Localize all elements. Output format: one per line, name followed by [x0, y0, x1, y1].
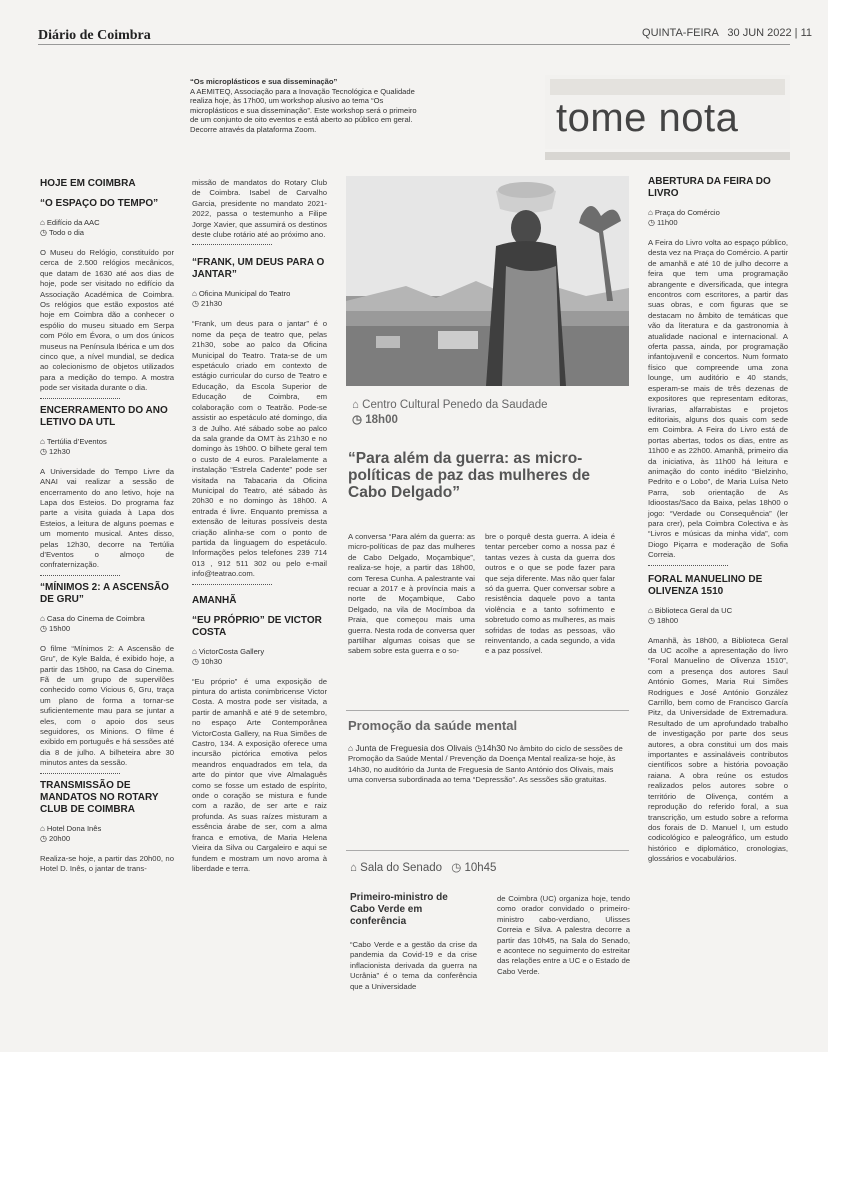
health-meta — [348, 743, 506, 753]
health-place: Junta de Freguesia dos Olivais — [355, 743, 473, 753]
event-time: 12h30 — [48, 446, 71, 456]
health-title: Promoção da saúde mental — [348, 718, 518, 733]
event-text: A Universidade do Tempo Livre da ANAI vai realizar a sessão de encerramento do ano letivo, hoje na Lapa dos Esteios. Do programa faz parte a visita guiada à Lapa dos Esteios, a leitura de alguns poemas e um momento musical. Antes disso, pelas 12h30, decorre na Tertúlia d’Eventos o almoço de confraternização. — [40, 466, 174, 570]
event-title: TRANSMISSÃO DE MANDATOS NO ROTARY CLUB DE COIMBRA — [40, 779, 159, 815]
event-time: 11h00 — [656, 218, 678, 227]
divider — [192, 244, 272, 245]
event-time: 21h30 — [200, 299, 223, 309]
senate-title: Primeiro-ministro de Cabo Verde em conferência — [350, 892, 448, 927]
feature-text-col-2 — [485, 532, 615, 661]
senate-time: 10h45 — [464, 862, 497, 874]
event-place: VictorCosta Gallery — [198, 646, 265, 656]
event-time: 20h00 — [48, 833, 71, 843]
clock-icon: ◷ — [40, 228, 47, 237]
feature-text: A conversa “Para além da guerra: as micro-políticas de paz das mulheres de Cabo Delgado, Moçambique”, realiza-se hoje, a partir das 18h00, com Teresa Cunha. A palestrante vai recuar a 2017 e à província mais a norte de Moçambique, Cabo Delgado, na vila de Mocímboa da Praia, que começou mais uma guerra. Nesta roda de conversa quer partilhar algumas coisas que se sabem sobre esta guerra e o so- — [348, 532, 475, 656]
divider — [40, 575, 120, 576]
event-meta — [40, 437, 174, 457]
event-title: FORAL MANUELINO DE OLIVENZA 1510 — [648, 573, 763, 597]
feature-place: Centro Cultural Penedo da Saudade — [362, 399, 548, 411]
event-place: Oficina Municipal do Teatro — [198, 289, 291, 299]
section-title: tome nota — [556, 96, 739, 140]
health-body — [348, 743, 630, 786]
event-place: Casa do Cinema de Coimbra — [46, 613, 145, 623]
event-title: “MÍNIMOS 2: A ASCENSÃO DE GRU” — [40, 581, 169, 605]
clock-icon: ◷ — [40, 833, 47, 843]
intro-blurb — [190, 77, 420, 135]
clock-icon: ◷ — [352, 414, 363, 426]
column-4 — [648, 176, 788, 869]
woman-with-basket-image — [346, 176, 629, 386]
home-icon: ⌂ — [350, 862, 357, 874]
clock-icon: ◷ — [40, 623, 47, 633]
feature-text-col-1 — [348, 532, 475, 661]
clock-icon: ◷ — [648, 615, 655, 625]
clock-icon: ◷ — [40, 446, 47, 456]
divider-rule — [346, 850, 629, 851]
event-text: “Frank, um deus para o jantar” é o nome da peça de teatro que, pelas 21h30, sobe ao palco da Oficina Municipal do Teatro. Trata-se de um espetáculo criado em contexto de estágio curricular do curso de Teatro e Educação, da Escola Superior de Educação de Coimbra, em colaboração com o Teatrão. Pode-se assistir ao espetáculo até domingo, dia 3 de Julho. Até sábado sobe ao palco da sala grande da OMT às 21h30 e no domingo às 19h00. O bilhete geral tem o custo de 4 euros. Paralelamente a instalação “Estrela Cadente” pode ser visitada na Tabacaria da Oficina Municipal do Teatro, até sábado às 20h30 e no domingo às 18h00. A entrada é livre. Enquanto premissa a extensão de leituras possíveis desta criação alinha-se com o ponto de partida da linguagem do espetáculo. Informações pelos telefones 239 714 013 , 912 511 302 ou pelo e-mail info@teatrao.com. — [192, 319, 327, 579]
event-meta — [40, 824, 174, 844]
event-place: Hotel Dona Inês — [46, 823, 102, 833]
event-time: 18h00 — [656, 615, 679, 625]
event-text: A Feira do Livro volta ao espaço público, desta vez na Praça do Comércio. A partir de amanhã e até 10 de julho decorre a feira que tem uma programação abrangente e diversificada, que integra encontros com escritores, a partir das suas obras, e com figuras que se destacam no âmbito de temáticas que vão da literatura e da gastronomia à atualidade nacional e internacional. A oferta passa, ainda, por programação infantojuvenil e concertos. Num formato físico que compreende uma zona lounge, um auditório e 40 stands, esperam-se mais de três dezenas de expositores que representam editoras, livrarias, alfarrabistas e projetos editoriais, alguns dos quais com sede em Coimbra. A Feira do Livro está de portas abertas, todos os dias, entre as 11h00 e as 22h00. Amanhã, primeiro dia da iniciativa, às 11h00 há leitura e animação do conto inédito “Bielzinho, Pedrito e o Lobo”, de Maria Luísa Neto Parra, sob orientação de As Idioostas/Saco da Baixa, pelas 18h00 o jogo: “Verdade ou Consequência” (ler para crer), pela Coimbra Colectiva e às “Livros e músicas da minha vida”, com Diogo Piçarra e moderação de Sofia Correia. — [648, 238, 788, 560]
home-icon: ⌂ — [192, 646, 197, 656]
masthead: Diário de Coimbra — [38, 28, 151, 43]
event-time: Todo o dia — [48, 228, 85, 237]
home-icon: ⌂ — [352, 399, 359, 411]
clock-icon: ◷ — [192, 656, 199, 666]
home-icon: ⌂ — [40, 218, 45, 227]
event-place: Edifício da AAC — [46, 218, 100, 227]
home-icon: ⌂ — [648, 208, 653, 217]
health-time: 14h30 — [482, 743, 506, 753]
feature-text: bre o porquê desta guerra. A ideia é tentar perceber como a nossa paz é tantas vezes à custa da guerra dos outros e o que se pode fazer para que seja diferente. Mas não quer falar só da guerra. Quer conversar sobre a resistência daquele povo a tanta violência e a tanto sofrimento e sobretudo como as mulheres, as mais sofridas de todas as pessoas, vão reinventando, a cada segundo, a vida e a paz possível. — [485, 532, 615, 656]
event-meta — [648, 606, 788, 626]
intro-title: “Os microplásticos e sua disseminação” — [190, 77, 338, 86]
divider — [648, 565, 728, 566]
senate-text-col-1 — [350, 940, 477, 996]
event-title: ENCERRAMENTO DO ANO LETIVO DA UTL — [40, 404, 168, 428]
feature-headline: “Para além da guerra: as micro-políticas de paz das mulheres de Cabo Delgado” — [348, 450, 591, 501]
event-meta — [192, 647, 327, 667]
home-icon: ⌂ — [40, 613, 45, 623]
kicker-today: HOJE EM COIMBRA — [40, 178, 136, 189]
column-1 — [40, 178, 174, 878]
kicker-tomorrow: AMANHÃ — [192, 594, 237, 606]
event-meta — [40, 218, 174, 238]
clock-icon: ◷ — [451, 862, 462, 874]
event-text: “Eu próprio” é uma exposição de pintura do artista conimbricense Victor Costa. A mostra pode ser visitada, a partir de amanhã e até 9 de setembro, no espaço Arte Contemporânea VictorCosta Gallery, na Rua Simões de Castro, 134. A exposição oferece uma incursão pictórica emotiva pelos meandros enquadrados em tela, da arte do pintor que vive Almalaguês como se fosse um estado de espírito, onde o coração se mistura e funde com a razão, de ser arte e raiz profunda. As suas raízes misturam a essência árabe de ser, com a alma franca e emotiva, de Maria Helena Vieira da Silva ou Cargaleiro e aqui se fundem e mostram um novo aroma à liberdade e terra. — [192, 676, 327, 873]
header-rule — [38, 44, 790, 45]
event-time: 10h30 — [200, 656, 223, 666]
senate-text: “Cabo Verde e a gestão da crise da pandemia da Covid-19 e da crise inflacionista derivada da guerra na Ucrânia” é o tema da conferência que a Universidade — [350, 940, 477, 991]
senate-text: de Coimbra (UC) organiza hoje, tendo como orador convidado o primeiro-ministro cabo-verdiano, Ulisses Correia e Silva. A palestra decorre a partir das 10h45, na Sala do Senado, e acontece no seguimento do estreitar das relações entre a UC e o Estado de Cabo Verde. — [497, 894, 630, 976]
divider — [40, 398, 120, 399]
event-time: 15h00 — [48, 623, 71, 633]
clock-icon: ◷ — [474, 743, 483, 753]
clock-icon: ◷ — [648, 218, 655, 227]
column-2 — [192, 178, 327, 878]
feature-photo — [346, 176, 629, 386]
event-text: Amanhã, às 18h00, a Biblioteca Geral da UC acolhe a apresentação do livro “Foral Manuelino de Olivenza 1510”, com a presença dos autores Saul António Gomes, Maria Rui Simões Rodrigues e José António González Carrillo, bem como de Francisco García Pitz, da Universidade de Extremadura. Resultado de um aprofundado trabalho de investigação por parte dos seus autores, a obra constitui um dos mais importantes e assinaláveis contributos científicos sobre a história povoação raiana. A obra reúne os estudos realizados pelos autores sobre o território de Olivença, contém a reprodução do referido foral, a sua transcrição, um estudo sobre a reforma dos forais de D. Manuel I, um estudo codicológico e paleográfico, um estudo histórico e diplomático, cronologias, glossários e vocabulários. — [648, 635, 788, 864]
home-icon: ⌂ — [40, 823, 45, 833]
health-block — [348, 718, 630, 786]
health-text: No âmbito do ciclo de sessões de Promoção da Saúde Mental / Prevenção da Doença Mental realiza-se hoje, às 14h30, no auditório da Junta de Freguesia de Santo António dos Olivais, mais uma conversa subordinada ao tema “Depressão”. As sessões são gratuitas. — [348, 744, 623, 785]
divider — [40, 773, 120, 774]
event-text: O filme “Mínimos 2: A Ascensão de Gru”, de Kyle Balda, é exibido hoje, a partir das 15h00, na Casa do Cinema. Fã de um grupo de supervilões conhecido como Vicious 6, Gru, traça um plano de forma a tornar-se suficientemente mau para se juntar a eles, com o apoio dos seus seguidores, os Minions. O filme é exibido em português e há sessões até dia 8 de julho. A bilheteira abre 30 minutos antes da sessão. — [40, 643, 174, 768]
home-icon: ⌂ — [648, 605, 653, 615]
feature-time: 18h00 — [365, 414, 398, 426]
event-title: ABERTURA DA FEIRA DO LIVRO — [648, 176, 771, 199]
feature-meta — [352, 398, 632, 428]
event-meta — [192, 289, 327, 309]
event-title: “FRANK, UM DEUS PARA O JANTAR” — [192, 257, 325, 281]
senate-place: Sala do Senado — [360, 862, 443, 874]
dateline: QUINTA-FEIRA 30 JUN 2022 | 11 — [642, 27, 812, 39]
event-title: “EU PRÓPRIO” DE VICTOR COSTA — [192, 614, 322, 638]
section-title-strip — [545, 152, 790, 160]
home-icon: ⌂ — [40, 436, 45, 446]
home-icon: ⌂ — [348, 743, 354, 753]
event-text: O Museu do Relógio, constituído por cerca de 2.500 relógios mecânicos, que datam de 1630 até aos dias de hoje, pode ser visitado no edifício da Associação Académica de Coimbra. Os relógios que estão expostos até hoje em Coimbra dão a conhecer o espólio do museu situado em Serpa com Pólo em Évora, o um dos únicos museus na Península Ibérica e um dos cinco que, a nível mundial, se dedica ao colecionismo de objetos utilizados para a medição do tempo. A mostra pode ser visitada durante o dia. — [40, 248, 174, 393]
senate-text-col-2 — [497, 894, 630, 981]
event-place: Tertúlia d’Eventos — [46, 436, 107, 446]
event-place: Biblioteca Geral da UC — [654, 605, 733, 615]
divider-rule — [346, 710, 629, 711]
home-icon: ⌂ — [192, 289, 197, 299]
event-meta — [40, 614, 174, 634]
clock-icon: ◷ — [192, 299, 199, 309]
senate-meta — [350, 860, 630, 874]
event-place: Praça do Comércio — [654, 208, 720, 217]
event-meta — [648, 208, 788, 228]
event-text-continued: missão de mandatos do Rotary Club de Coimbra. Isabel de Carvalho Garcia, presidente no mandato 2021-2022, passa o testemunho a Filipe Jorge Xavier, que assumirá os destinos deste clube rotário até ao próximo ano. — [192, 178, 327, 240]
event-text: Realiza-se hoje, a partir das 20h00, no Hotel D. Inês, o jantar de trans- — [40, 853, 174, 874]
divider — [192, 584, 272, 585]
event-title: “O ESPAÇO DO TEMPO” — [40, 198, 159, 209]
intro-text: A AEMITEQ, Associação para a Inovação Tecnológica e Qualidade realiza hoje, às 17h00, um workshop alusivo ao tema “Os microplásticos e sua disseminação”. Este workshop será o primeiro de um conjunto de oito eventos e está aberto ao público em geral. Decorre através da plataforma Zoom. — [190, 86, 417, 134]
